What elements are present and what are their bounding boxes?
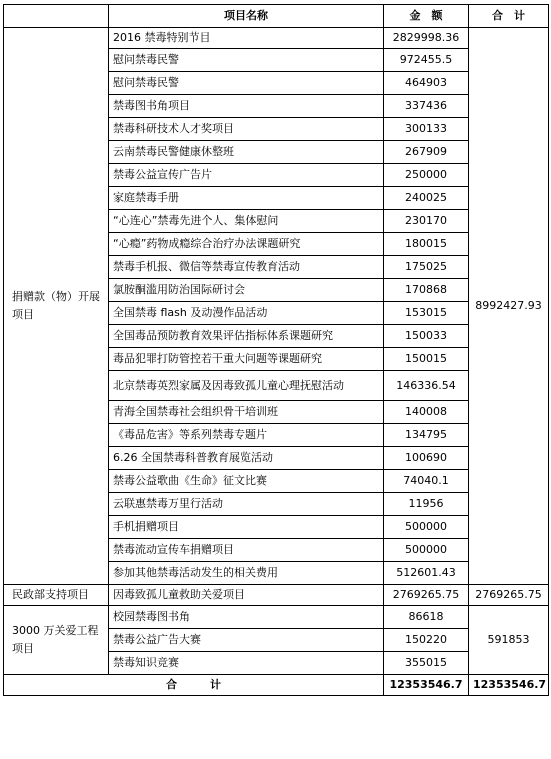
category-cell: 民政部支持项目	[4, 585, 109, 606]
amount-cell: 153015	[384, 302, 469, 325]
table-row	[4, 606, 549, 629]
project-name-cell: 家庭禁毒手册	[109, 187, 384, 210]
subtotal-cell: 591853	[469, 606, 549, 675]
project-name-cell: 全国禁毒 flash 及动漫作品活动	[109, 302, 384, 325]
amount-cell: 134795	[384, 424, 469, 447]
amount-cell: 74040.1	[384, 470, 469, 493]
project-name-cell: “心连心”禁毒先进个人、集体慰问	[109, 210, 384, 233]
project-name-cell: 《毒品危害》等系列禁毒专题片	[109, 424, 384, 447]
amount-cell: 180015	[384, 233, 469, 256]
project-name-cell: 禁毒科研技术人才奖项目	[109, 118, 384, 141]
project-name-cell: 禁毒知识竞赛	[109, 652, 384, 675]
project-name-cell: 禁毒公益宣传广告片	[109, 164, 384, 187]
project-name-cell: “心瘾”药物成瘾综合治疗办法课题研究	[109, 233, 384, 256]
project-name-cell: 禁毒公益广告大赛	[109, 629, 384, 652]
amount-cell: 267909	[384, 141, 469, 164]
category-cell: 3000 万关爱工程项目	[4, 606, 109, 675]
header-category	[4, 5, 109, 28]
project-name-cell: 青海全国禁毒社会组织骨干培训班	[109, 401, 384, 424]
report-table-container	[3, 4, 549, 696]
amount-cell: 146336.54	[384, 371, 469, 401]
amount-cell: 100690	[384, 447, 469, 470]
subtotal-cell: 8992427.93	[469, 28, 549, 585]
amount-cell: 170868	[384, 279, 469, 302]
total-amount: 12353546.7	[384, 675, 469, 696]
amount-cell: 500000	[384, 516, 469, 539]
amount-cell: 175025	[384, 256, 469, 279]
table-row	[4, 28, 549, 49]
project-name-cell: 慰问禁毒民警	[109, 49, 384, 72]
table-body	[4, 28, 549, 696]
project-name-cell: 校园禁毒图书角	[109, 606, 384, 629]
total-row	[4, 675, 549, 696]
project-name-cell: 禁毒图书角项目	[109, 95, 384, 118]
category-cell: 捐赠款（物）开展项目	[4, 28, 109, 585]
header-amount: 金 额	[384, 5, 469, 28]
project-name-cell: 禁毒手机报、微信等禁毒宣传教育活动	[109, 256, 384, 279]
amount-cell: 2829998.36	[384, 28, 469, 49]
header-project-name: 项目名称	[109, 5, 384, 28]
donation-project-table	[3, 4, 549, 696]
amount-cell: 240025	[384, 187, 469, 210]
project-name-cell: 手机捐赠项目	[109, 516, 384, 539]
amount-cell: 150015	[384, 348, 469, 371]
project-name-cell: 云南禁毒民警健康休整班	[109, 141, 384, 164]
project-name-cell: 慰问禁毒民警	[109, 72, 384, 95]
total-label: 合 计	[4, 675, 384, 696]
amount-cell: 150220	[384, 629, 469, 652]
project-name-cell: 氯胺酮滥用防治国际研讨会	[109, 279, 384, 302]
project-name-cell: 北京禁毒英烈家属及因毒致孤儿童心理抚慰活动	[109, 371, 384, 401]
amount-cell: 86618	[384, 606, 469, 629]
project-name-cell: 禁毒流动宣传车捐赠项目	[109, 539, 384, 562]
header-subtotal: 合 计	[469, 5, 549, 28]
project-name-cell: 全国毒品预防教育效果评估指标体系课题研究	[109, 325, 384, 348]
amount-cell: 972455.5	[384, 49, 469, 72]
amount-cell: 2769265.75	[384, 585, 469, 606]
project-name-cell: 云联惠禁毒万里行活动	[109, 493, 384, 516]
amount-cell: 250000	[384, 164, 469, 187]
amount-cell: 300133	[384, 118, 469, 141]
header-row	[4, 5, 549, 28]
amount-cell: 230170	[384, 210, 469, 233]
amount-cell: 464903	[384, 72, 469, 95]
amount-cell: 355015	[384, 652, 469, 675]
project-name-cell: 6.26 全国禁毒科普教育展览活动	[109, 447, 384, 470]
amount-cell: 512601.43	[384, 562, 469, 585]
project-name-cell: 参加其他禁毒活动发生的相关费用	[109, 562, 384, 585]
amount-cell: 11956	[384, 493, 469, 516]
project-name-cell: 因毒致孤儿童救助关爱项目	[109, 585, 384, 606]
amount-cell: 150033	[384, 325, 469, 348]
total-subtotal: 12353546.7	[469, 675, 549, 696]
amount-cell: 337436	[384, 95, 469, 118]
project-name-cell: 禁毒公益歌曲《生命》征文比赛	[109, 470, 384, 493]
subtotal-cell: 2769265.75	[469, 585, 549, 606]
project-name-cell: 毒品犯罪打防管控若干重大问题等课题研究	[109, 348, 384, 371]
project-name-cell: 2016 禁毒特别节目	[109, 28, 384, 49]
amount-cell: 140008	[384, 401, 469, 424]
table-row	[4, 585, 549, 606]
amount-cell: 500000	[384, 539, 469, 562]
